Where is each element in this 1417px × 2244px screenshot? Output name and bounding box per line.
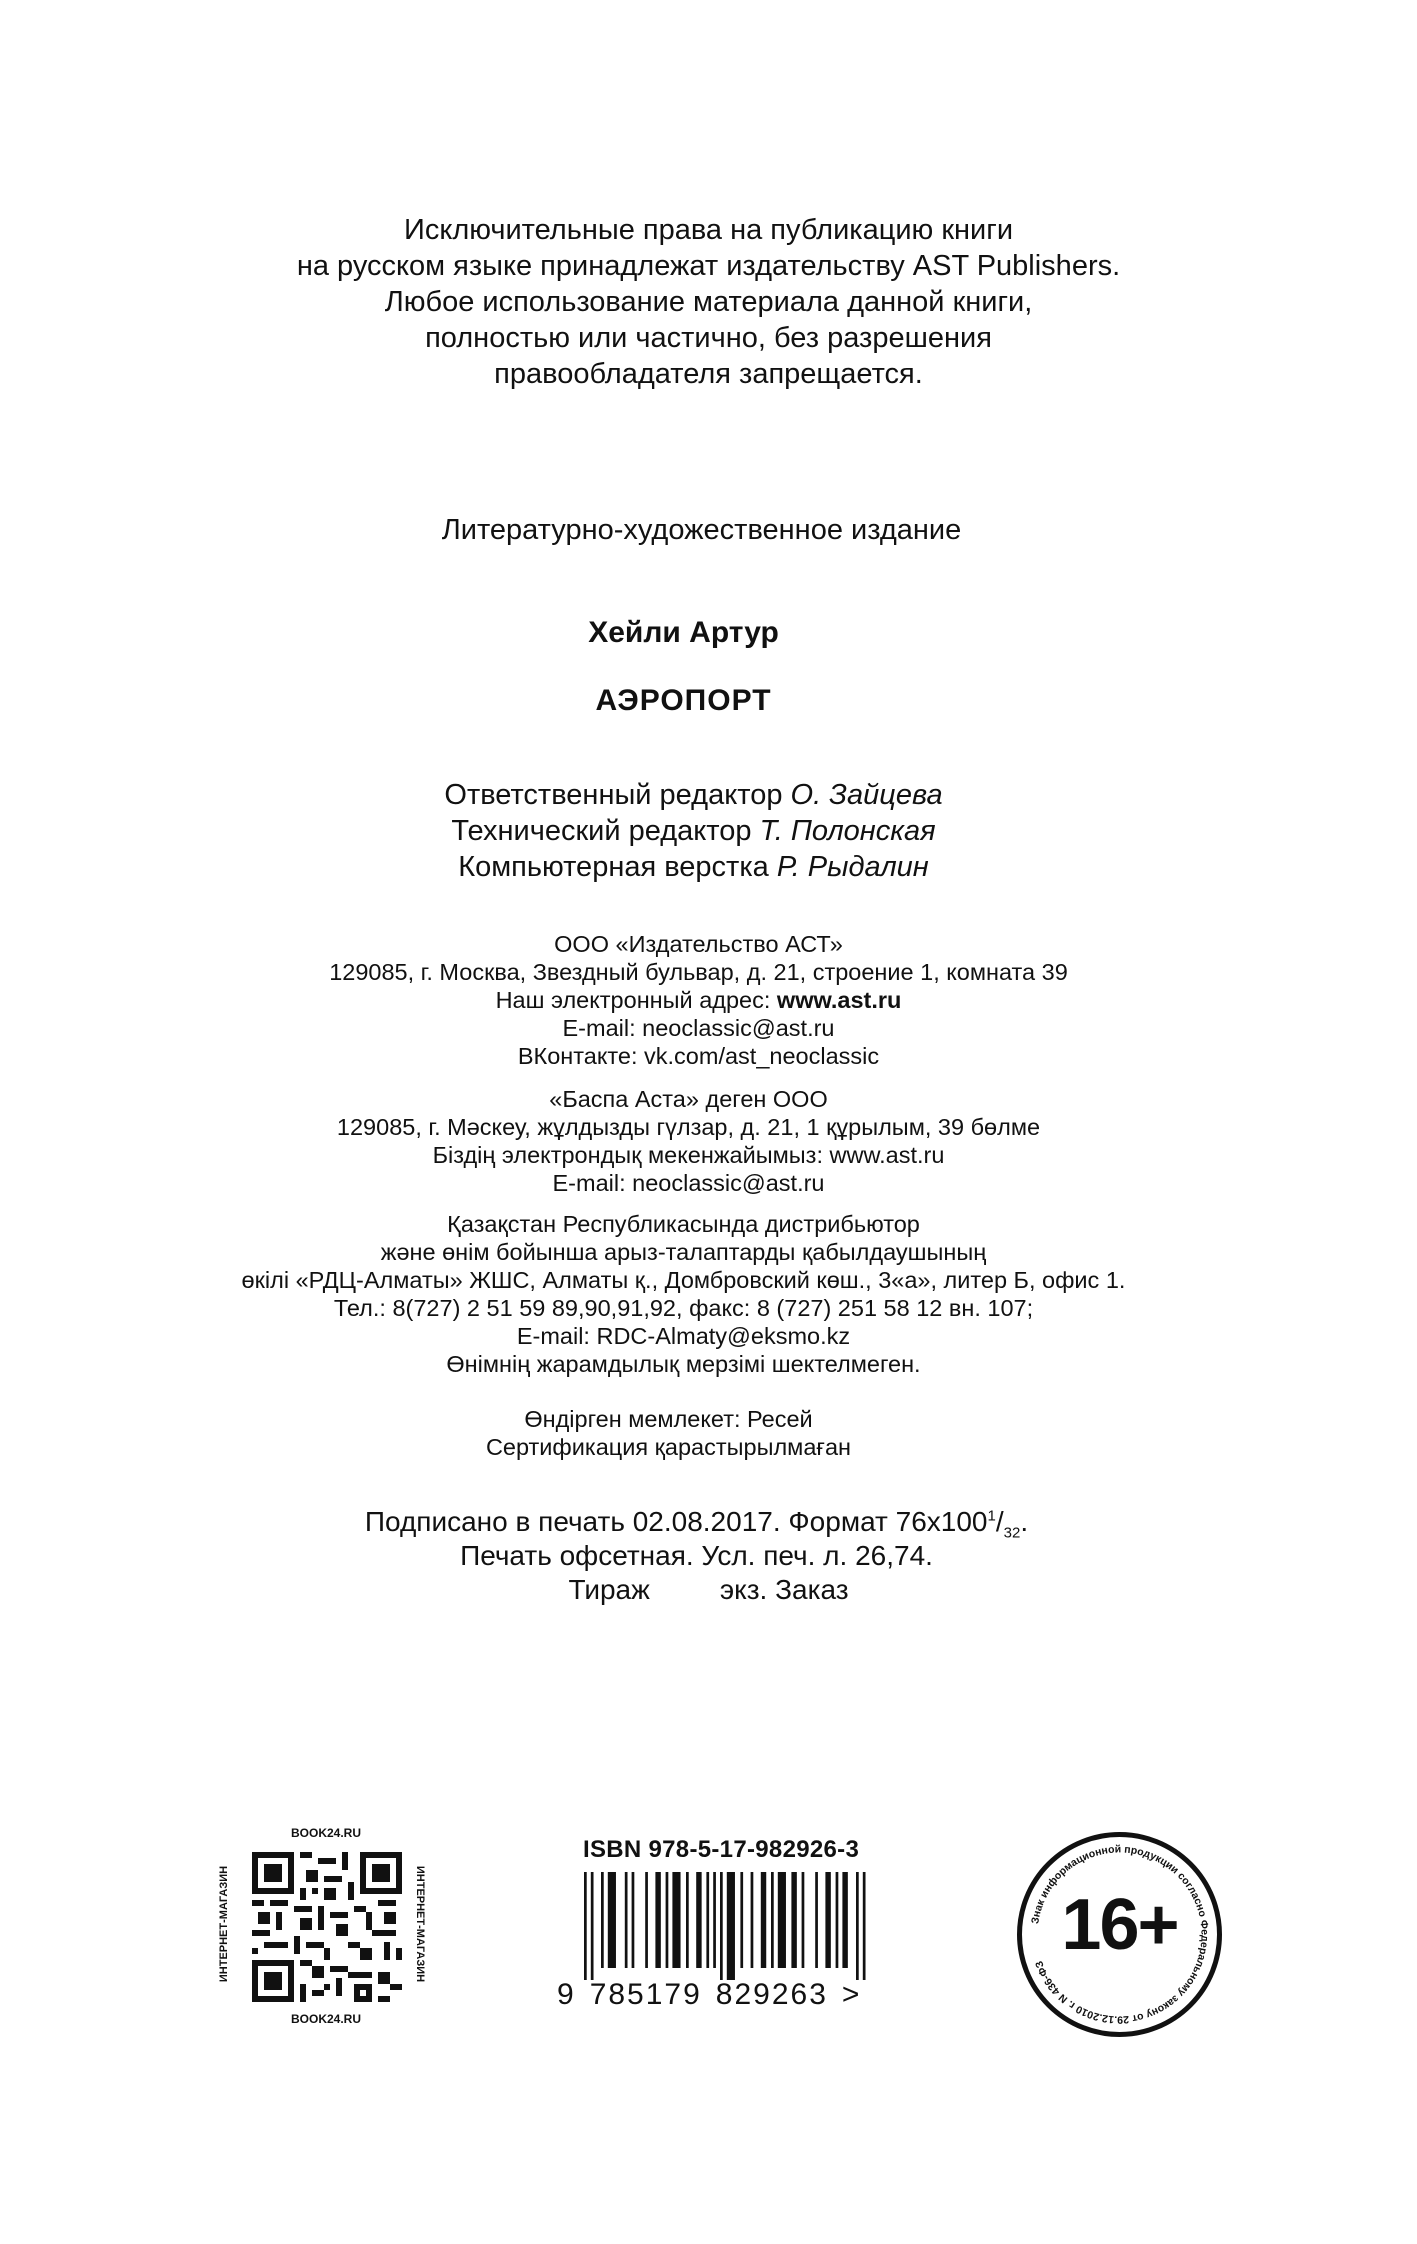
qr-bottom-label: BOOK24.RU <box>290 2012 361 2026</box>
ean-digits <box>557 1978 861 2012</box>
distributor-line: E-mail: RDC-Almaty@eksmo.kz <box>516 1323 851 1349</box>
distributor-block <box>0 1210 1392 1378</box>
age-rating-text: 16+ <box>1061 1885 1178 1965</box>
format-denominator: 32 <box>1003 1524 1021 1542</box>
editor-name: Т. Полонская <box>759 815 936 847</box>
editor-role: Технический редактор <box>451 815 752 847</box>
qr-top-label: BOOK24.RU <box>290 1826 361 1840</box>
copyright-notice <box>0 212 1417 392</box>
origin-block <box>0 1405 1377 1461</box>
ean-left-digits: 785179 <box>589 1978 702 2011</box>
print-line <box>0 1573 1405 1607</box>
publisher-web <box>0 986 1407 1014</box>
distributor-line: өкілі «РДЦ-Алматы» ЖШС, Алматы қ., Домбровский көш., 3«а», литер Б, офис 1. <box>241 1267 1126 1293</box>
copyright-line: Исключительные права на публикацию книги <box>403 214 1014 246</box>
print-line: Подписано в печать 02.08.2017. Формат $76х100^1/_{32}$. <box>364 1506 1029 1542</box>
ean-arrow: > <box>841 1978 862 2011</box>
publisher-kz-line: E-mail: neoclassic@ast.ru <box>552 1170 825 1196</box>
format-numerator: 1 <box>987 1507 996 1525</box>
editor-role: Компьютерная верстка <box>458 851 777 883</box>
print-line: Печать офсетная. Усл. печ. л. 26,74. <box>460 1540 933 1571</box>
web-label: Наш электронный адрес: <box>495 987 777 1013</box>
distributor-line: Тел.: 8(727) 2 51 59 89,90,91,92, факс: 8 (727) 251 58 12 вн. 107; <box>333 1295 1034 1321</box>
publisher-address: 129085, г. Москва, Звездный бульвар, д. 21, строение 1, комната 39 <box>329 959 1068 985</box>
publisher-email: E-mail: neoclassic@ast.ru <box>562 1015 835 1041</box>
origin-line: Өндірген мемлекет: Ресей <box>524 1406 813 1432</box>
print-format: Подписано в печать 02.08.2017. Формат 76х100 <box>364 1506 988 1537</box>
distributor-line: Өнімнің жарамдылық мерзімі шектелмеген. <box>446 1351 921 1377</box>
publisher-vk: ВКонтакте: vk.com/ast_neoclassic <box>517 1043 880 1069</box>
distributor-line: және өнім бойынша арыз-талаптарды қабылдаушының <box>380 1239 987 1265</box>
qr-code-icon <box>252 1852 402 2002</box>
publisher-ru-block <box>0 930 1407 1070</box>
print-period: . <box>1020 1506 1029 1537</box>
web-link: www.ast.ru <box>776 987 902 1013</box>
editors-list <box>0 777 1402 885</box>
editor-role: Ответственный редактор <box>444 779 783 811</box>
editor-line <box>0 813 1402 849</box>
editor-name: О. Зайцева <box>790 779 943 811</box>
print-run-label: Тираж <box>568 1574 650 1605</box>
publisher-kz-block <box>0 1085 1397 1197</box>
book-author: Хейли Артур <box>588 616 779 649</box>
copyright-line: Любое использование материала данной книги, <box>384 286 1033 318</box>
publisher-kz-line: «Баспа Аста» деген ООО <box>549 1086 828 1112</box>
editor-name: Р. Рыдалин <box>776 851 929 883</box>
distributor-line: Қазақстан Республикасында дистрибьютор <box>447 1211 920 1237</box>
barcode-icon <box>582 1872 912 1980</box>
publisher-name: ООО «Издательство АСТ» <box>554 931 843 957</box>
print-info-block <box>0 1505 1405 1607</box>
isbn-label: ISBN 978-5-17-982926-3 <box>583 1836 860 1863</box>
publisher-kz-line: 129085, г. Мәскеу, жұлдызды гүлзар, д. 21, 1 құрылым, 39 бөлме <box>336 1114 1041 1140</box>
book-title: АЭРОПОРТ <box>595 684 772 717</box>
qr-side-label: ИНТЕРНЕТ-МАГАЗИН <box>218 1865 231 1983</box>
editor-line <box>0 777 1402 813</box>
edition-type: Литературно-художественное издание <box>441 514 962 546</box>
origin-line: Сертификация қарастырылмаған <box>485 1434 852 1460</box>
order-label: экз. Заказ <box>719 1574 849 1605</box>
copyright-line: полностью или частично, без разрешения <box>425 322 992 354</box>
publisher-kz-line: Біздің электрондық мекенжайымыз: www.ast.ru <box>432 1142 945 1168</box>
copyright-line: на русском языке принадлежат издательству AST Publishers. <box>296 250 1121 282</box>
editor-line <box>0 849 1402 885</box>
ean-right-digits: 829263 <box>715 1978 828 2011</box>
ean-first-digit: 9 <box>557 1978 576 2011</box>
qr-code-block <box>218 1826 427 2026</box>
age-rating-badge <box>1017 1832 1222 2037</box>
qr-side-label: ИНТЕРНЕТ-МАГАЗИН <box>414 1865 427 1983</box>
copyright-line: правообладателя запрещается. <box>494 358 923 390</box>
age-ring-text: Знак информационной продукции согласно Федеральному закону от 29.12.2010 г. N 436-ФЗ <box>1029 1843 1211 2026</box>
